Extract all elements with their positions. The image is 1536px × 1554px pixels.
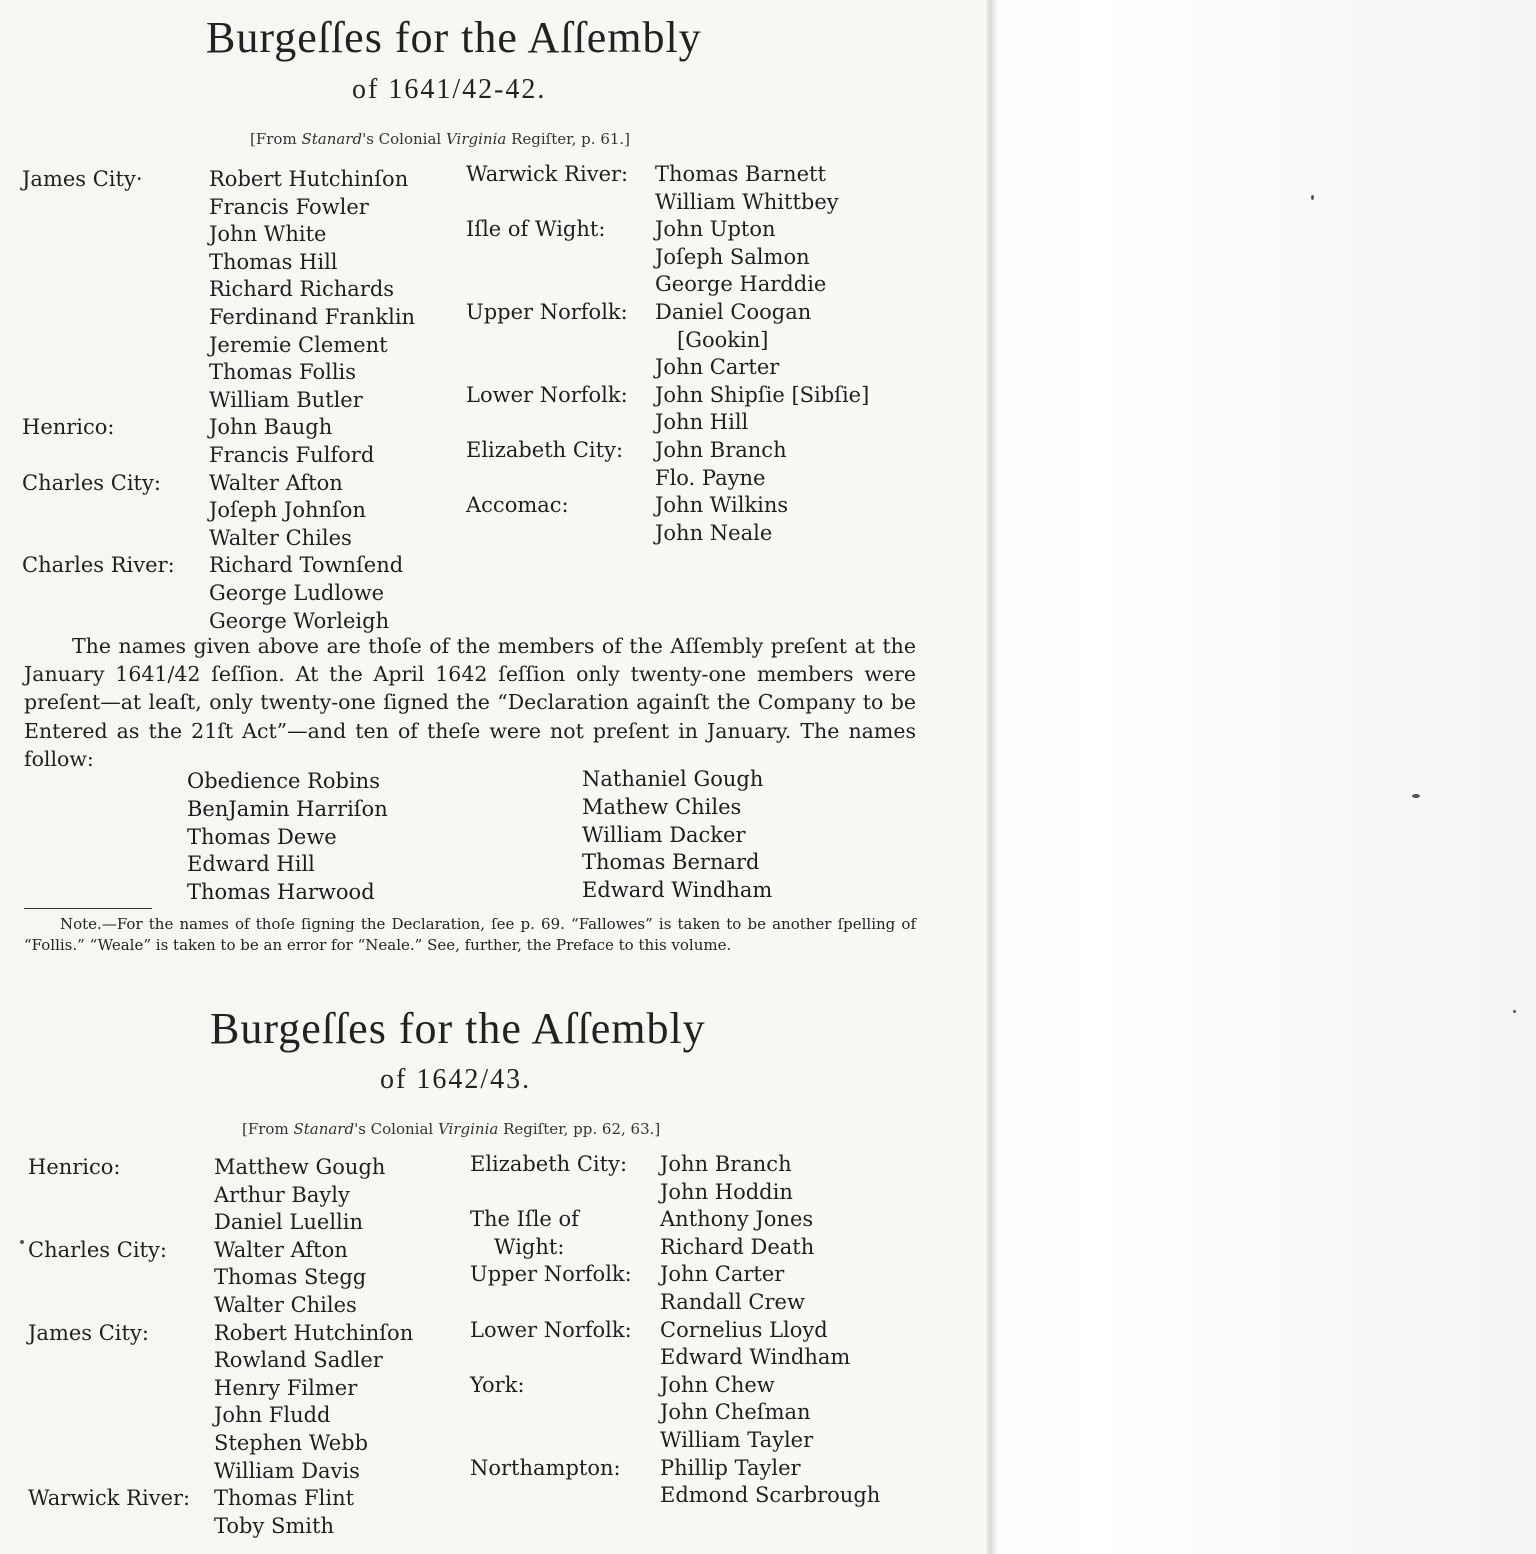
burgess-name: Thomas Flint [214,1486,355,1511]
burgess-name: Richard Death [660,1234,815,1259]
county-label: James City: [28,1320,149,1345]
burgess-name: John Cheſman [660,1400,811,1425]
burgess-name: Francis Fulford [209,442,375,467]
burgess-name: Richard Townſend [209,553,404,578]
burgess-name: John Hill [655,410,749,435]
section2-subtitle: of 1642/43. [380,1064,532,1095]
section1-source [250,130,630,148]
signer-name: Edward Windham [582,878,773,903]
county-label: Charles River: [22,553,175,578]
burgess-name: Walter Afton [209,470,343,495]
burgess-name: John Fludd [214,1403,331,1428]
source-suffix: Regiſter, pp. 62, 63.] [498,1120,661,1138]
signer-name: Obedience Robins [187,769,380,793]
burgess-name: John Chew [660,1372,775,1397]
burgess-name: Jeremie Clement [209,332,388,357]
scan-speck [1311,195,1314,200]
burgess-name: John Carter [655,355,780,380]
county-label: Upper Norfolk: [466,299,628,324]
burgess-name: Cornelius Lloyd [660,1317,828,1342]
burgess-name: [Gookin] [677,327,769,352]
county-label: Northampton: [470,1455,621,1480]
section2-source [242,1120,660,1138]
source-middle: 's Colonial [354,1120,438,1138]
burgess-name: Richard Richards [209,277,395,302]
burgess-name: Phillip Tayler [660,1455,801,1480]
county-label: The Iſle of [470,1207,579,1232]
footnote-rule [24,908,152,909]
burgess-name: John Shipſie [Sibſie] [655,382,870,407]
burgess-name: Anthony Jones [660,1207,814,1232]
burgess-name: Walter Chiles [209,525,352,550]
source-suffix: Regiſter, p. 61.] [506,130,631,148]
section1-paragraph: The names given above are thoſe of the members of the Aſſembly preſent at the January 1641/42 ſeſſion. At the April 1642 ſeſſion only twenty-one members were preſent—at leaſt, only twenty-one ſigned the “Declaration againſt the Company to be Entered as the 21ſt Act”—and ten of theſe were not preſent in January. The names follow: [24,634,916,771]
burgess-name: Toby Smith [214,1513,334,1538]
scan-speck [20,1240,24,1244]
county-label: Lower Norfolk: [470,1317,632,1342]
source-prefix: [From [250,130,302,148]
burgess-name: Matthew Gough [214,1155,386,1179]
signers-left-list [187,768,388,907]
burgess-name: John Branch [660,1152,792,1176]
signers-right-list [582,766,772,905]
county-label: York: [470,1372,525,1397]
burgess-name: Flo. Payne [655,465,766,490]
source-prefix: [From [242,1120,294,1138]
county-label: Elizabeth City: [470,1152,628,1176]
scan-speck [1412,794,1420,798]
burgess-name: Walter Chiles [214,1292,357,1317]
burgess-name: George Ludlowe [209,580,385,605]
signer-name: BenJamin Harriſon [187,796,388,821]
section1-title: Burgeſſes for the Aſſembly [206,13,702,62]
section2-title: Burgeſſes for the Aſſembly [210,1004,706,1053]
burgess-name: Randall Crew [660,1289,805,1314]
burgess-name: Thomas Hill [209,249,338,274]
signer-name: Thomas Bernard [582,850,760,875]
scan-speck [1513,1010,1516,1013]
burgess-name: Thomas Follis [209,360,357,385]
burgess-name: John Upton [655,217,776,242]
county-label: James City· [22,167,143,191]
source-state: Virginia [445,130,507,148]
burgess-name: Ferdinand Franklin [209,304,416,329]
source-author: Stanard [293,1120,355,1138]
signer-name: William Dacker [582,822,746,847]
burgess-name: Thomas Stegg [214,1265,367,1290]
burgess-name: Daniel Coogan [655,299,812,324]
signer-name: Nathaniel Gough [582,767,764,791]
burgess-name: William Tayler [660,1427,814,1452]
burgess-name: Stephen Webb [214,1430,369,1455]
burgess-name: Joſeph Johnſon [209,498,366,523]
burgess-name: John Hoddin [660,1179,793,1204]
signer-name: Thomas Harwood [187,880,375,905]
burgess-name: George Worleigh [209,608,390,633]
burgess-name: John White [209,222,327,247]
burgess-name: Joſeph Salmon [655,244,810,269]
county-label: Lower Norfolk: [466,382,628,407]
burgess-name: Walter Afton [214,1237,348,1262]
burgess-name: Rowland Sadler [214,1348,383,1373]
burgess-name: William Davis [214,1458,360,1483]
burgess-name: John Branch [655,437,787,462]
burgess-name: George Harddie [655,272,827,297]
source-author: Stanard [301,130,363,148]
burgess-name: Robert Hutchinſon [209,167,409,191]
burgess-name: John Wilkins [655,493,789,518]
county-label: Warwick River: [28,1486,191,1511]
source-middle: 's Colonial [362,130,446,148]
county-label: Charles City: [22,470,161,495]
signer-name: Mathew Chiles [582,794,742,819]
section1-footnote: Note.—For the names of thoſe ſigning the Declaration, ſee p. 69. “Fallowes” is taken to be another ſpelling of “Follis.” “Weale” is taken to be an error for “Neale.” See, further, the Preface to this volume. [24,915,916,954]
county-label: Charles City: [28,1237,167,1262]
county-label: Henrico: [28,1155,121,1179]
burgess-name: Robert Hutchinſon [214,1320,414,1345]
county-label: Warwick River: [466,162,629,186]
burgess-name: Thomas Barnett [655,162,826,186]
county-label: Henrico: [22,415,115,440]
burgess-name: William Butler [209,387,363,412]
burgess-name: Francis Fowler [209,194,369,219]
burgess-name: Henry Filmer [214,1375,358,1400]
burgess-name: Arthur Bayly [214,1182,350,1207]
county-label: Accomac: [466,493,569,518]
signer-name: Thomas Dewe [187,824,337,849]
county-label: Elizabeth City: [466,437,624,462]
burgess-name: William Whittbey [655,189,839,214]
county-label: Upper Norfolk: [470,1262,632,1287]
burgess-name: John Baugh [209,415,333,440]
county-label: Wight: [494,1234,565,1259]
county-label: Iſle of Wight: [466,217,606,242]
burgess-name: Edmond Scarbrough [660,1483,881,1508]
source-state: Virginia [437,1120,499,1138]
burgess-name: Edward Windham [660,1345,851,1370]
burgess-name: John Neale [655,520,773,545]
section1-subtitle: of 1641/42-42. [352,74,547,105]
burgess-name: John Carter [660,1262,785,1287]
signer-name: Edward Hill [187,852,315,877]
burgess-name: Daniel Luellin [214,1210,363,1235]
